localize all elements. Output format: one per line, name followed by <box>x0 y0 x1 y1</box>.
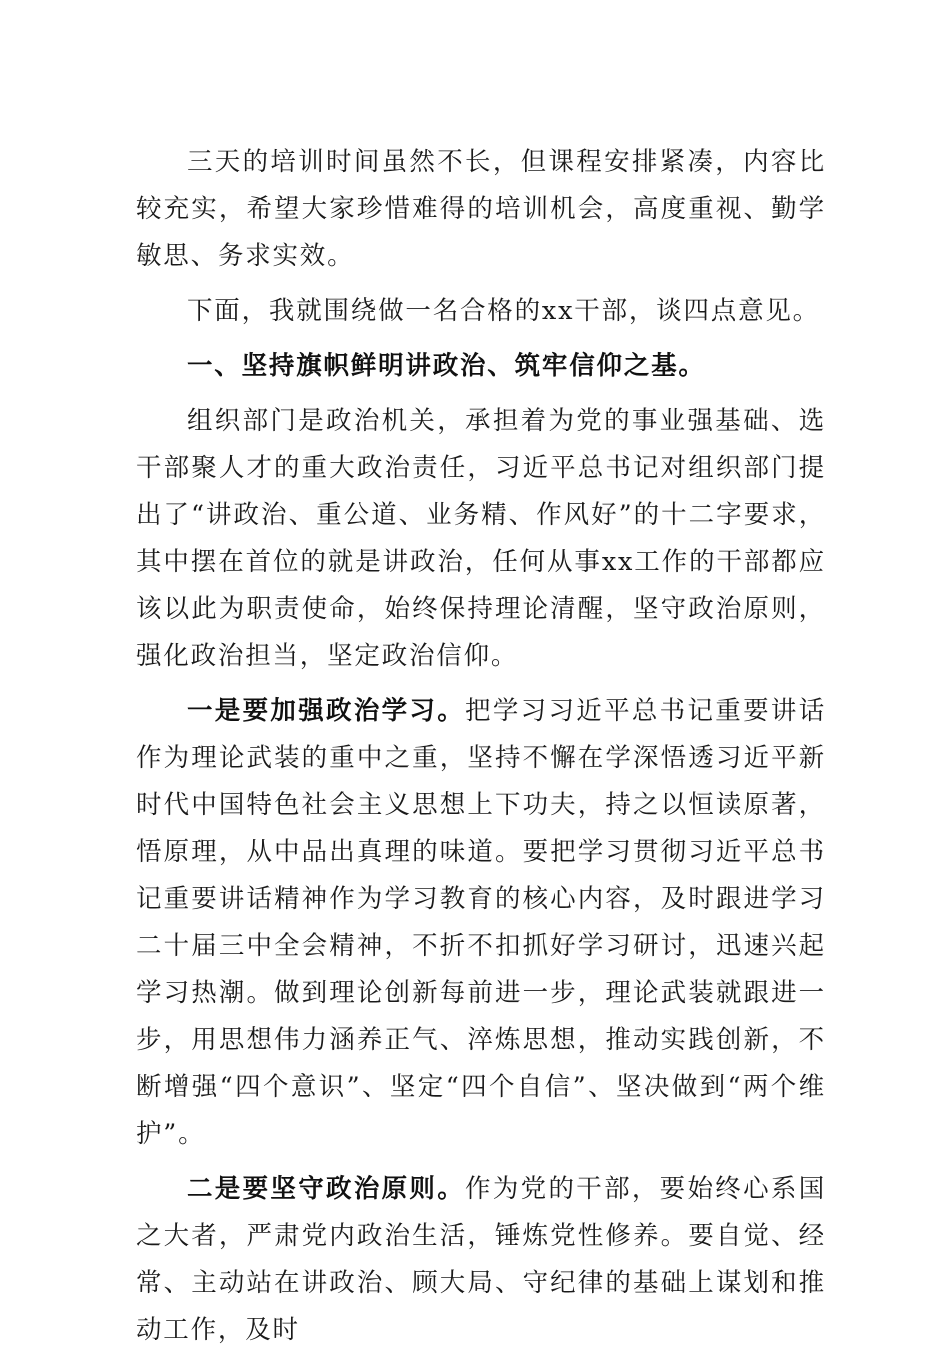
paragraph-point-1 <box>136 688 826 1158</box>
document-body <box>136 139 826 1362</box>
paragraph-point-2 <box>136 1166 826 1354</box>
point-1-lead: 一是要加强政治学习。 <box>187 696 466 726</box>
point-2-body: 作为党的干部，要始终心系国之大者，严肃党内政治生活，锤炼党性修养。要自觉、经常、主动站在讲政治、顾大局、守纪律的基础上谋划和推动工作，及时 <box>136 1174 826 1345</box>
paragraph-four-opinions: 下面，我就围绕做一名合格的xx干部，谈四点意见。 <box>187 296 820 326</box>
paragraph-political-organ: 组织部门是政治机关，承担着为党的事业强基础、选干部聚人才的重大政治责任，习近平总书记对组织部门提出了“讲政治、重公道、业务精、作风好”的十二字要求，其中摆在首位的就是讲政治，任何从事xx工作的干部都应该以此为职责使命，始终保持理论清醒，坚守政治原则，强化政治担当，坚定政治信仰。 <box>136 406 826 671</box>
paragraph-training-intro: 三天的培训时间虽然不长，但课程安排紧凑，内容比较充实，希望大家珍惜难得的培训机会，高度重视、勤学敏思、务求实效。 <box>136 147 826 271</box>
section-heading-1: 一、坚持旗帜鲜明讲政治、筑牢信仰之基。 <box>187 351 706 381</box>
point-1-body: 把学习习近平总书记重要讲话作为理论武装的重中之重，坚持不懈在学深悟透习近平新时代中国特色社会主义思想上下功夫，持之以恒读原著，悟原理，从中品出真理的味道。要把学习贯彻习近平总书记重要讲话精神作为学习教育的核心内容，及时跟进学习二十届三中全会精神，不折不扣抓好学习研讨，迅速兴起学习热潮。做到理论创新每前进一步，理论武装就跟进一步，用思想伟力涵养正气、淬炼思想，推动实践创新，不断增强“四个意识”、坚定“四个自信”、坚决做到“两个维护”。 <box>136 696 826 1149</box>
point-2-lead: 二是要坚守政治原则。 <box>187 1174 466 1204</box>
